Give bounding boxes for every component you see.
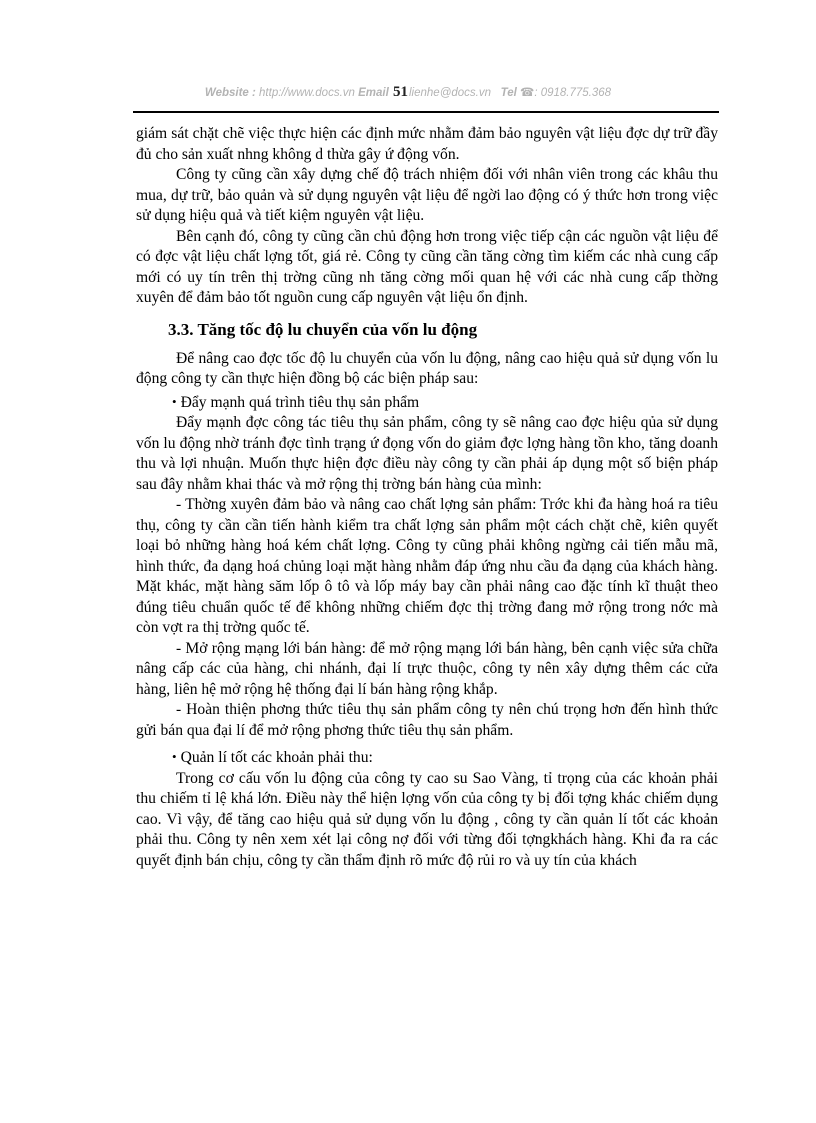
bullet-icon: • (172, 749, 177, 764)
section-heading: 3.3. Tăng tốc độ lu chuyển của vốn lu động (168, 319, 478, 339)
phone-icon: ☎ (520, 87, 535, 99)
document-body (136, 124, 718, 871)
paragraph: Trong cơ cấu vốn lu động của công ty cao su Sao Vàng, tỉ trọng của các khoản phải thu chiếm tỉ lệ khá lớn. Điều này thể hiện lợng vốn của công ty bị đối tợng khác chiếm dụng cao. Vì vậy, để tăng cao hiệu quả sử dụng vốn lu động , công ty cần quản lí tốt các khoản phải thu. Công ty nên xem xét lại công nợ đối với từng đối tợngkhách hàng. Khi đa ra các quyết định bán chịu, công ty cần thẩm định rõ mức độ rủi ro và uy tín của khách (136, 769, 718, 869)
paragraph: - Hoàn thiện phơng thức tiêu thụ sản phẩm công ty nên chú trọng hơn đến hình thức gửi bán qua đại lí để mở rộng phơng thức tiêu thụ sản phẩm. (136, 701, 718, 739)
email-label: Email (358, 87, 389, 99)
page-header (0, 84, 816, 101)
website-url[interactable]: http://www.docs.vn (255, 87, 359, 99)
paragraph: Để nâng cao đợc tốc độ lu chuyển của vốn lu động, nâng cao hiệu quả sử dụng vốn lu động công ty cần thực hiện đồng bộ các biện pháp sau: (136, 349, 718, 387)
paragraph: - Mở rộng mạng lới bán hàng: để mở rộng mạng lới bán hàng, bên cạnh việc sửa chữa nâng cấp các của hàng, chi nhánh, đại lí trực thuộc, công ty nên xây dựng thêm các cửa hàng, liên hệ mở rộng hệ thống đại lí bán hàng rộng khắp. (136, 639, 718, 698)
paragraph: Đẩy mạnh đợc công tác tiêu thụ sản phẩm, công ty sẽ nâng cao đợc hiệu qủa sử dụng vốn lu động nhờ tránh đợc tình trạng ứ đọng vốn do giảm đợc lợng hàng tồn kho, tăng doanh thu và lợi nhuận. Muốn thực hiện đợc điều này công ty cần phải áp dụng một số biện pháp sau đây nhằm khai thác và mở rộng thị trờng bán hàng của mình: (136, 414, 718, 493)
paragraph: - Thờng xuyên đảm bảo và nâng cao chất lợng sản phẩm: Trớc khi đa hàng hoá ra tiêu thụ, công ty cần cần tiến hành kiểm tra chất lợng sản phẩm một cách chặt chẽ, kiên quyết loại bỏ những hàng hoá kém chất lợng. Công ty cũng phải không ngừng cải tiến mẫu mã, hình thức, đa dạng hoá chủng loại mặt hàng nhằm đáp ứng nhu cầu đa dạng của khách hàng. Mặt khác, mặt hàng săm lốp ô tô và lốp máy bay cần phải nâng cao đặc tính kĩ thuật theo đúng tiêu chuẩn quốc tế để không những chiếm đợc thị trờng đang mở rộng trong nớc mà còn vợt ra thị trờng quốc tế. (136, 496, 718, 636)
page-number: 51 (393, 84, 408, 100)
website-label: Website : (204, 87, 256, 99)
bullet-text: Đẩy mạnh quá trình tiêu thụ sản phẩm (180, 393, 420, 411)
tel-label: Tel (500, 87, 517, 99)
paragraph: Công ty cũng cần xây dựng chế độ trách nhiệm đối với nhân viên trong các khâu thu mua, dự trữ, bảo quản và sử dụng nguyên vật liệu để ngời lao động có ý thức hơn trong việc sử dụng hiệu quả và tiết kiệm nguyên vật liệu. (136, 166, 718, 224)
paragraph: giám sát chặt chẽ việc thực hiện các định mức nhằm đảm bảo nguyên vật liệu đợc dự trữ đầy đủ cho sản xuất nhng không d thừa gây ứ động vốn. (136, 125, 718, 163)
bullet-text: Quản lí tốt các khoản phải thu: (180, 749, 373, 766)
header-rule (133, 111, 719, 113)
tel-value: : 0918.775.368 (534, 87, 612, 99)
email-value[interactable]: lienhe@docs.vn (409, 87, 491, 99)
paragraph: Bên cạnh đó, công ty cũng cần chủ động hơn trong việc tiếp cận các nguồn vật liệu để có đợc vật liệu chất lợng tốt, giá rẻ. Công ty cũng cần tăng cờng tìm kiếm các nhà cung cấp mới có uy tín trên thị trờng cũng nh tăng cờng mối quan hệ với các nhà cung cấp thờng xuyên để đảm bảo tốt nguồn cung cấp nguyên vật liệu ổn định. (136, 227, 718, 306)
bullet-item (136, 747, 718, 769)
bullet-item (136, 392, 718, 414)
bullet-icon: • (172, 393, 177, 409)
